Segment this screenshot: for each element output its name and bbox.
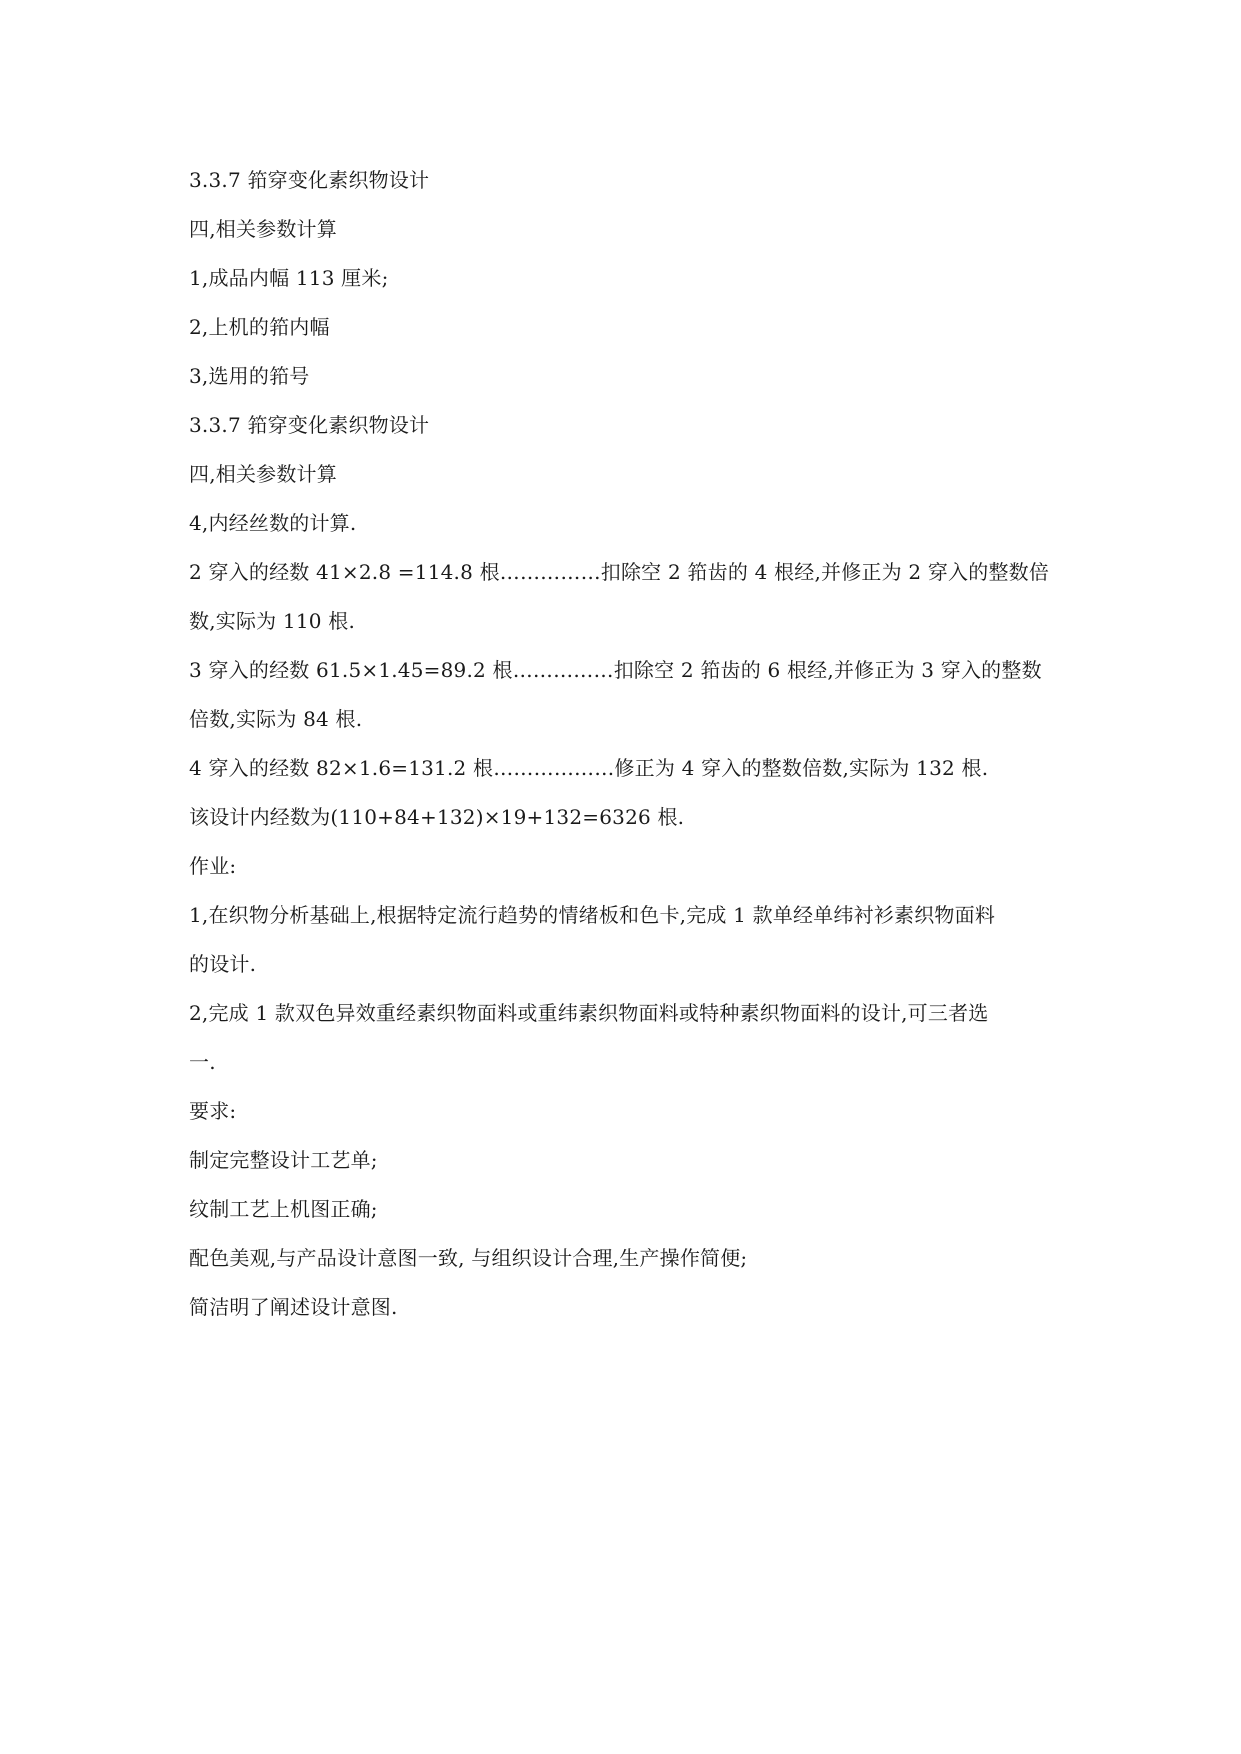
requirements-heading: 要求: xyxy=(189,1099,237,1123)
homework-heading: 作业: xyxy=(189,854,237,878)
calc-line: 2 穿入的经数 41×2.8 =114.8 根……………扣除空 2 筘齿的 4 根经,并修正为 2 穿入的整数倍 xyxy=(189,560,1050,584)
subheading: 四,相关参数计算 xyxy=(189,462,337,486)
homework-item: 一. xyxy=(189,1050,216,1074)
section-heading: 3.3.7 筘穿变化素织物设计 xyxy=(189,413,430,437)
calc-line: 倍数,实际为 84 根. xyxy=(189,707,363,731)
requirement-item: 纹制工艺上机图正确; xyxy=(189,1197,378,1221)
text-line: 1,成品内幅 113 厘米; xyxy=(189,266,389,290)
homework-item: 2,完成 1 款双色异效重经素织物面料或重纬素织物面料或特种素织物面料的设计,可三者选 xyxy=(189,1001,989,1025)
requirement-item: 制定完整设计工艺单; xyxy=(189,1148,378,1172)
requirement-item: 简洁明了阐述设计意图. xyxy=(189,1295,398,1319)
homework-item: 的设计. xyxy=(189,952,257,976)
homework-item: 1,在织物分析基础上,根据特定流行趋势的情绪板和色卡,完成 1 款单经单纬衬衫素织物面料 xyxy=(189,903,996,927)
text-line: 4,内经丝数的计算. xyxy=(189,511,357,535)
calc-line: 4 穿入的经数 82×1.6=131.2 根………………修正为 4 穿入的整数倍数,实际为 132 根. xyxy=(189,756,989,780)
text-line: 2,上机的筘内幅 xyxy=(189,315,330,339)
subheading: 四,相关参数计算 xyxy=(189,217,337,241)
calc-line: 3 穿入的经数 61.5×1.45=89.2 根……………扣除空 2 筘齿的 6 根经,并修正为 3 穿入的整数 xyxy=(189,658,1042,682)
requirement-item: 配色美观,与产品设计意图一致, 与组织设计合理,生产操作简便; xyxy=(189,1246,748,1270)
document-body xyxy=(189,156,1059,1332)
section-heading: 3.3.7 筘穿变化素织物设计 xyxy=(189,168,430,192)
calc-line: 该设计内经数为(110+84+132)×19+132=6326 根. xyxy=(189,805,685,829)
text-line: 3,选用的筘号 xyxy=(189,364,310,388)
calc-line: 数,实际为 110 根. xyxy=(189,609,356,633)
